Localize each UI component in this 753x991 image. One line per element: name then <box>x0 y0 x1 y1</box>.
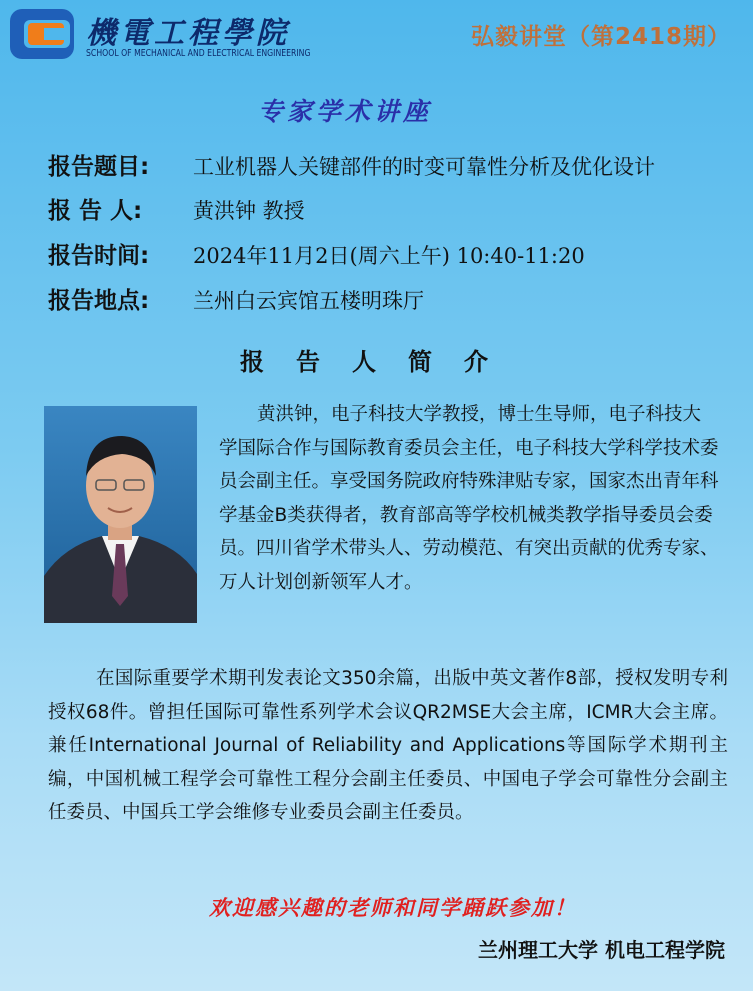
bio-paragraph-2: 在国际重要学术期刊发表论文350余篇，出版中英文著作8部，授权发明专利授权68件。曾担任国际可靠性系列学术会议QR2MSE大会主席，ICMR大会主席。兼任International Journal of Reliability and Applications等国际学术期刊主编，中国机械工程学会可靠性工程分会副主任委员、中国电子学会可靠性分会副主任委员、中国兵工学会维修专业委员会副主任委员。 <box>48 668 728 823</box>
speaker-value: 黄洪钟 教授 <box>193 199 305 223</box>
topic-value: 工业机器人关键部件的时变可靠性分析及优化设计 <box>193 155 655 179</box>
speaker-label: 报 告 人: <box>48 198 143 224</box>
organizer: 兰州理工大学 机电工程学院 <box>478 938 725 962</box>
series-label: 弘毅讲堂（第2418期） <box>470 24 731 50</box>
school-logo <box>8 6 311 62</box>
info-row-time <box>48 237 585 267</box>
school-name-en: SCHOOL OF MECHANICAL AND ELECTRICAL ENGINEERING <box>86 48 311 59</box>
school-name-cn: 機電工程學院 <box>86 16 290 51</box>
bio-paragraph-1: 黄洪钟，电子科技大学教授，博士生导师，电子科技大学国际合作与国际教育委员会主任，电子科技大学科学技术委员会副主任。享受国务院政府特殊津贴专家，国家杰出青年科学基金B类获得者，教育部高等学校机械类教学指导委员会委员。四川省学术带头人、劳动模范、有突出贡献的优秀专家、万人计划创新领军人才。 <box>219 404 719 593</box>
speaker-photo <box>44 406 197 623</box>
place-value: 兰州白云宾馆五楼明珠厅 <box>193 289 424 313</box>
profile-heading: 报告人简介 <box>240 348 520 376</box>
time-label: 报告时间: <box>48 243 150 269</box>
info-row-topic <box>48 148 655 178</box>
time-value: 2024年11月2日(周六上午) 10:40-11:20 <box>193 244 585 268</box>
place-label: 报告地点: <box>48 288 150 314</box>
topic-label: 报告题目: <box>48 154 150 180</box>
info-row-speaker <box>48 192 305 222</box>
info-row-place <box>48 282 424 312</box>
welcome-message: 欢迎感兴趣的老师和同学踊跃参加！ <box>209 895 577 920</box>
lecture-title: 专家学术讲座 <box>257 97 432 126</box>
school-emblem-icon <box>8 6 78 62</box>
